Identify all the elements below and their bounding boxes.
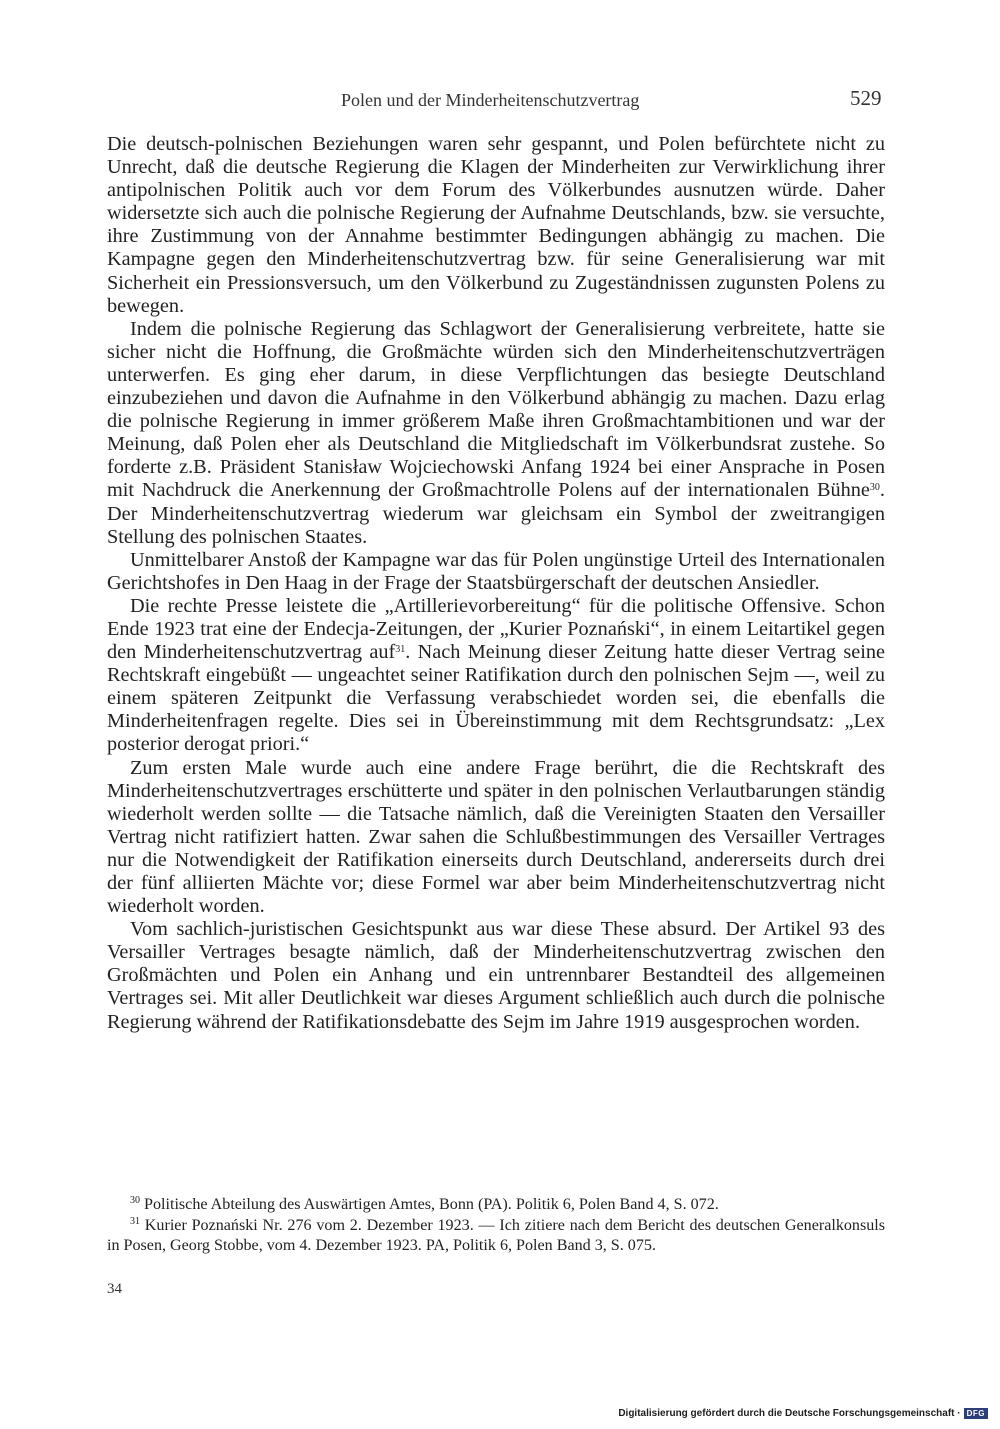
paragraph-2-text-b: . Der Minderheitenschutzvertrag wiederum war gleichsam ein Symbol der zweitrangigen Stellung des polnischen Staates. xyxy=(107,479,885,548)
footnote-text: Kurier Poznański Nr. 276 vom 2. Dezember 1923. — Ich zitiere nach dem Bericht des deutschen Generalkonsuls in Posen, Georg Stobbe, vom 4. Dezember 1923. PA, Politik 6, Polen Band 3, S. 075. xyxy=(107,1216,886,1254)
running-header: Polen und der Minderheitenschutzvertrag xyxy=(341,90,640,110)
page-number: 529 xyxy=(850,86,882,110)
paragraph-2 xyxy=(107,318,885,549)
digitization-credit xyxy=(618,1408,988,1419)
paragraph-4 xyxy=(107,595,885,757)
footnote-ref-30: 30 xyxy=(869,482,880,494)
main-text xyxy=(107,133,885,1034)
footnote-number: 31 xyxy=(130,1215,140,1227)
paragraph-2-text-a: Indem die polnische Regierung das Schlagwort der Generalisierung verbreitete, hatte sie sicher nicht die Hoffnung, die Großmächte würden sich den Minderheitenschutzverträgen unterwerfen. Es ging eher darum, in diese Verpflichtungen das besiegte Deutschland einzubeziehen und davon die Aufnahme in den Völkerbund abhängig zu machen. Dazu erlag die polnische Regierung in immer größerem Maße ihren Großmachtambitionen und war der Meinung, daß Polen eher als Deutschland die Mitgliedschaft im Völkerbundsrat zustehe. So forderte z.B. Präsident Stanisław Wojciechowski Anfang 1924 bei einer Ansprache in Posen mit Nachdruck die Anerkennung der Großmachtrolle Polens auf der internationalen Bühne xyxy=(107,317,885,502)
paragraph-1: Die deutsch-polnischen Beziehungen waren sehr gespannt, und Polen befürchtete nicht zu Unrecht, daß die deutsche Regierung die Klagen der Minderheiten zur Verwirklichung ihrer antipolnischen Politik auch vor dem Forum des Völkerbundes ausnutzen würde. Daher widersetzte sich auch die polnische Regierung der Aufnahme Deutschlands, bzw. sie versuchte, ihre Zustimmung von der Annahme bestimmter Bedingungen abhängig zu machen. Die Kampagne gegen den Minderheitenschutzvertrag bzw. für seine Generalisierung war mit Sicherheit ein Pressionsversuch, um den Völkerbund zu Zugeständnissen zugunsten Polens zu bewegen. xyxy=(107,133,885,317)
paragraph-4-text-b: . Nach Meinung dieser Zeitung hatte dieser Vertrag seine Rechtskraft eingebüßt — ungeachtet seiner Ratifikation durch den polnischen Sejm —, weil zu einem späteren Zeitpunkt die Verfassung verabschiedet worden sei, die ebenfalls die Minderheitenfragen regelte. Dies sei in Übereinstimmung mit dem Rechtsgrundsatz: „Lex posterior derogat priori.“ xyxy=(107,641,885,756)
paragraph-6: Vom sachlich-juristischen Gesichtspunkt aus war diese These absurd. Der Artikel 93 des Versailler Vertrages besagte nämlich, daß der Minderheitenschutzvertrag zwischen den Großmächten und Polen ein Anhang und ein untrennbarer Bestandteil des allgemeinen Vertrages sei. Mit aller Deutlichkeit war dieses Argument schließlich auch durch die polnische Regierung während der Ratifikationsdebatte des Sejm im Jahre 1919 ausgesprochen worden. xyxy=(107,918,885,1033)
footnote-31 xyxy=(107,1216,885,1257)
footnotes xyxy=(107,1195,885,1257)
footnote-number: 30 xyxy=(130,1195,140,1206)
paragraph-3: Unmittelbarer Anstoß der Kampagne war das für Polen ungünstige Urteil des Internationalen Gerichtshofes in Den Haag in der Frage der Staatsbürgerschaft der deutschen Ansiedler. xyxy=(107,548,885,594)
footnote-30 xyxy=(107,1195,885,1216)
printer-signature: 34 xyxy=(107,1281,122,1297)
credit-text: Digitalisierung gefördert durch die Deutsche Forschungsgemeinschaft · xyxy=(618,1408,961,1420)
dfg-logo: DFG xyxy=(964,1408,988,1419)
paragraph-4-text-a: Die rechte Presse leistete die „Artillerievorbereitung“ für die politische Offensive. Schon Ende 1923 trat eine der Endecja-Zeitungen, der „Kurier Poznański“, in einem Leitartikel gegen den Minderheitenschutzvertrag auf xyxy=(107,594,885,664)
paragraph-5: Zum ersten Male wurde auch eine andere Frage berührt, die die Rechtskraft des Minderheitenschutzvertrages erschütterte und später in den polnischen Verlautbarungen ständig wiederholt werden sollte — die Tatsache nämlich, daß die Vereinigten Staaten den Versailler Vertrag nicht ratifiziert hatten. Zwar sahen die Schlußbestimmungen des Versailler Vertrages nur die Notwendigkeit der Ratifikation einerseits durch Deutschland, andererseits durch drei der fünf alliierten Mächte vor; diese Formel war aber beim Minderheitenschutzvertrag nicht wiederholt worden. xyxy=(107,756,885,918)
footnote-text: Politische Abteilung des Auswärtigen Amtes, Bonn (PA). Politik 6, Polen Band 4, S. 072. xyxy=(144,1196,719,1213)
footnote-ref-31: 31 xyxy=(395,644,406,656)
